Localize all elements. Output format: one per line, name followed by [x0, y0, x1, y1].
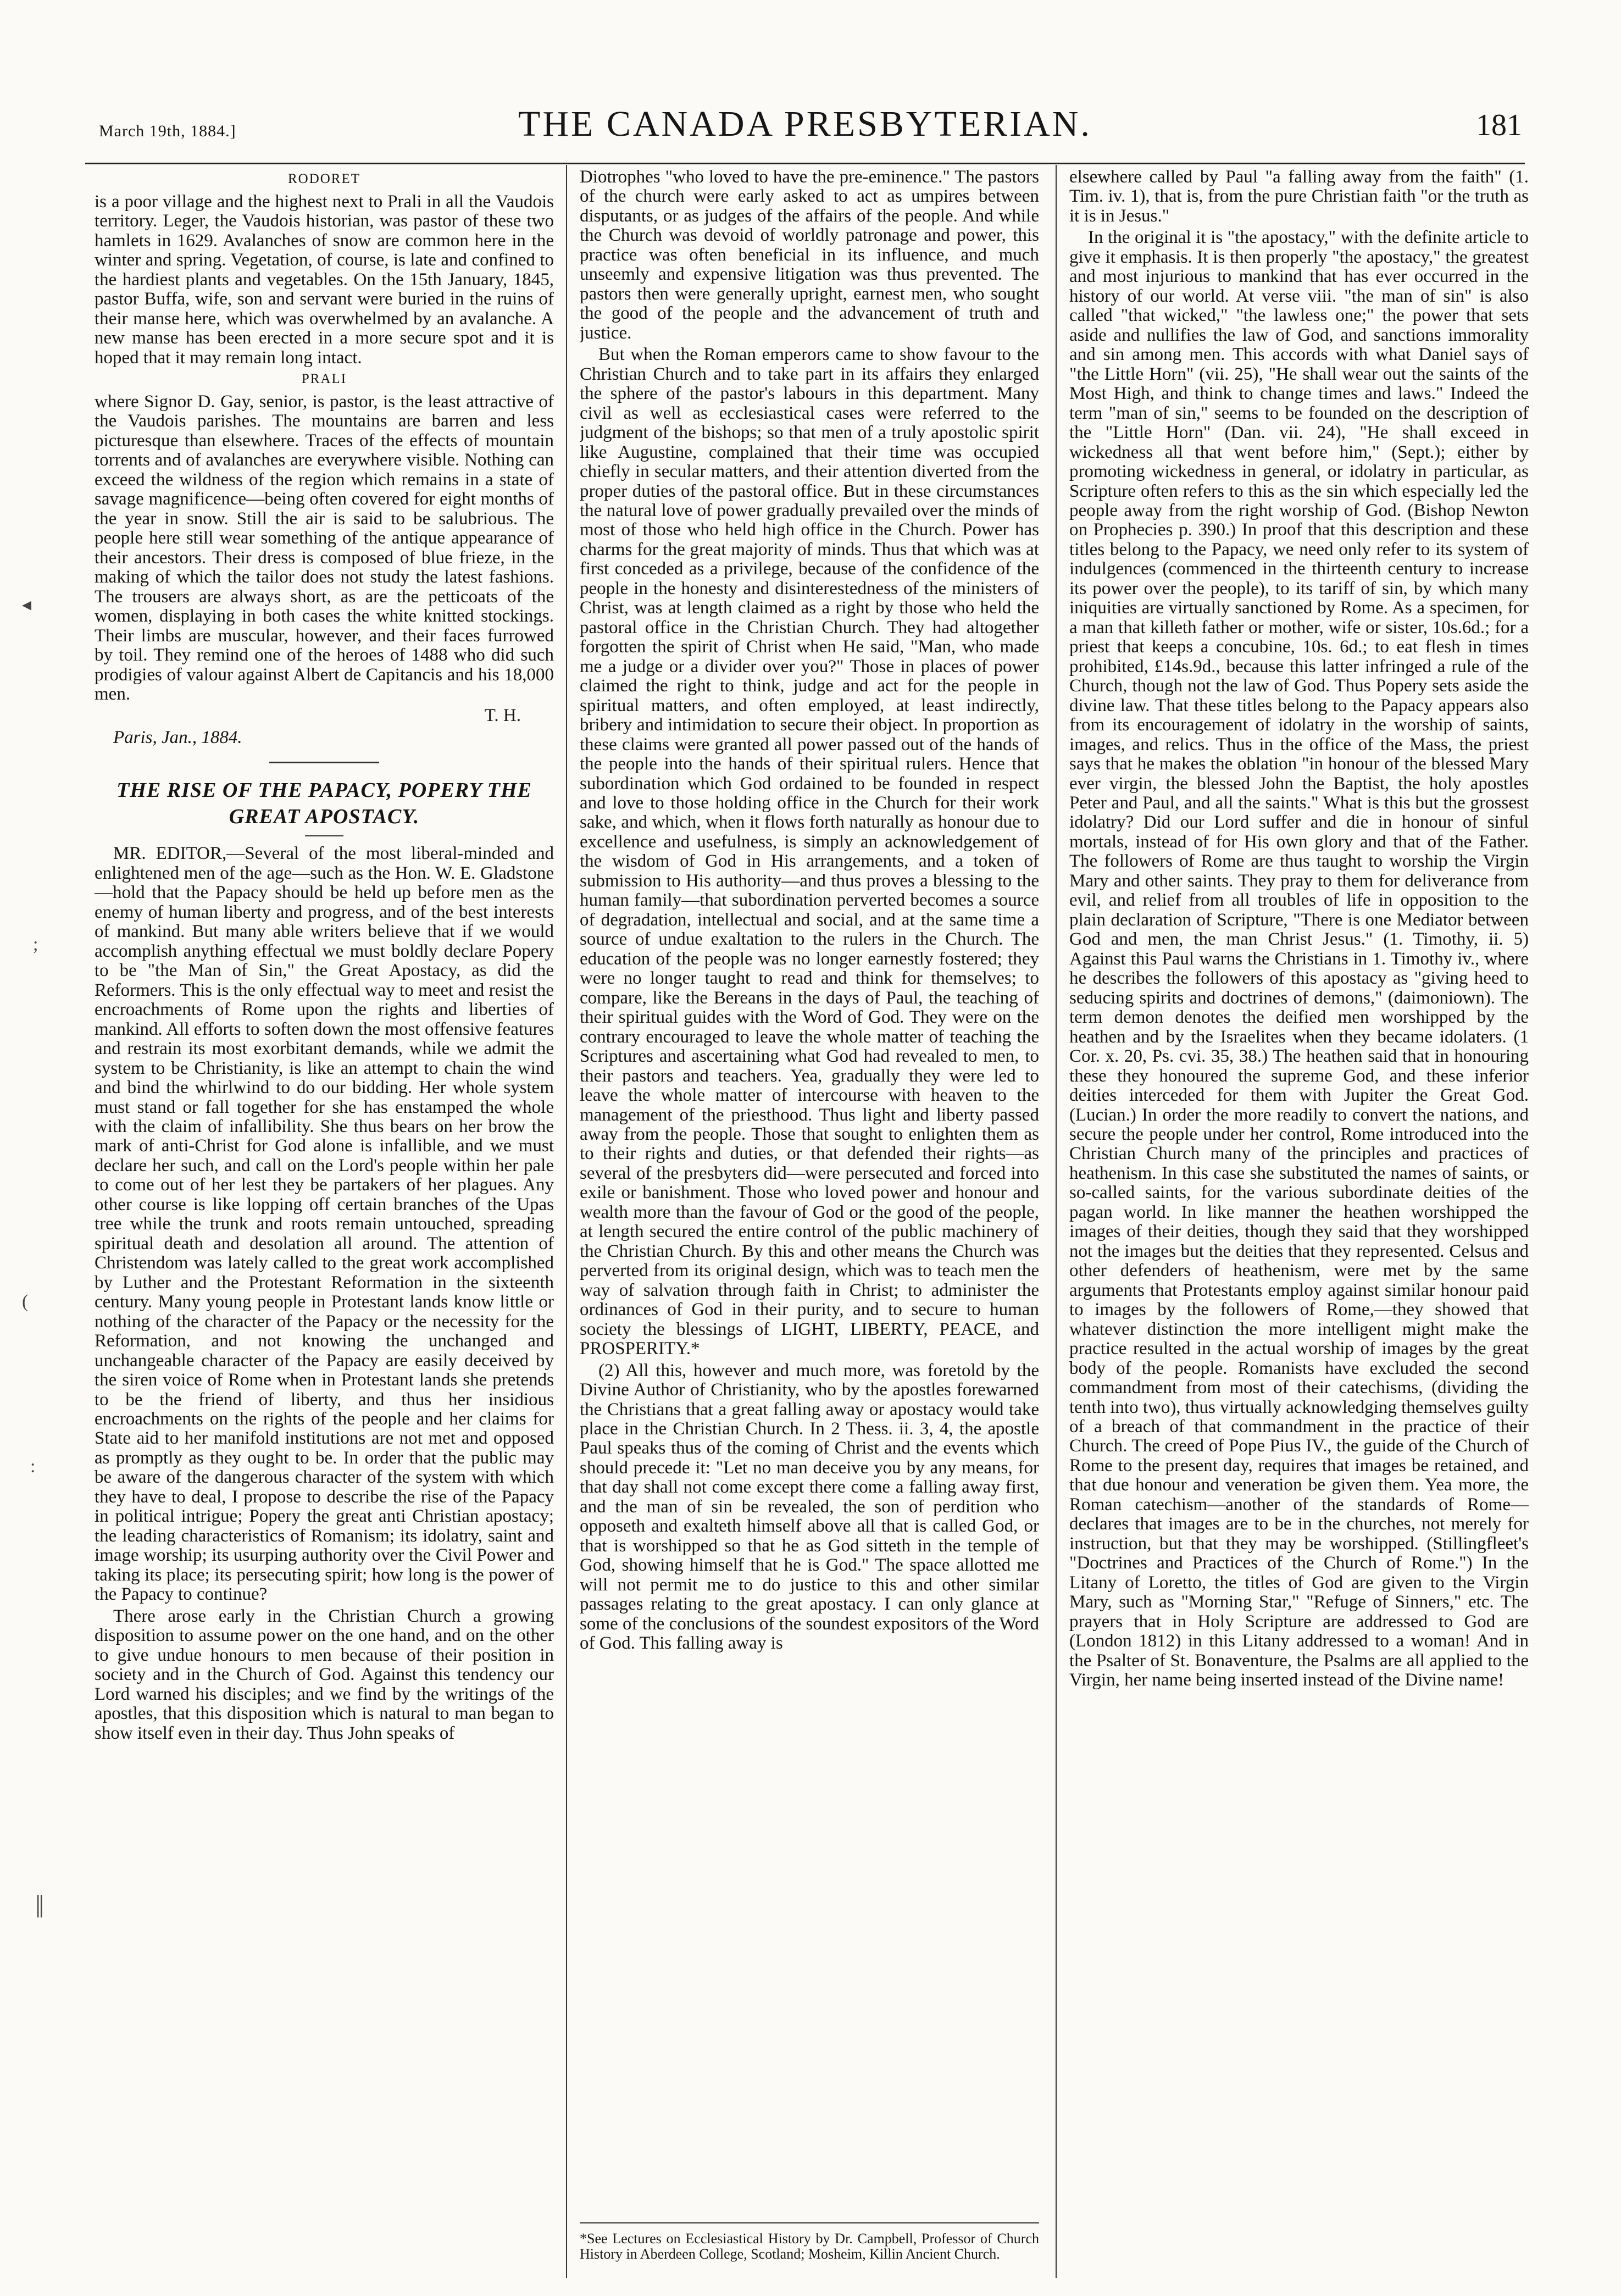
paragraph: where Signor D. Gay, senior, is pastor, is the least attractive of the Vaudois parishes. The mountains are barren and less picturesque than elsewhere. Traces of the effects of mountain torrents and of avalanches are everywhere visible. Nothing can exceed the wildness of the region which remains in a state of savage magnificence—being often covered for eight months of the year in snow. Still the air is said to be salubrious. The people here still wear something of the antique appearance of their ancestors. Their dress is composed of blue frieze, in the making of which the tailor does not study the latest fashions. The trousers are always short, as are the petticoats of the women, displaying in both cases the white knitted stockings. Their limbs are muscular, however, and their faces furrowed by toil. They remind one of the heroes of 1488 who did such prodigies of valour against Albert de Capitancis and his 18,000 men. — [95, 391, 554, 704]
title-rule — [305, 835, 343, 836]
page-header — [82, 99, 1528, 159]
dateline: Paris, Jan., 1884. — [113, 727, 242, 747]
paragraph: Diotrophes "who loved to have the pre-eminence." The pastors of the church were early asked to act as umpires between disputants, or as judges of the affairs of the people. And while the Church was devoid of worldly patronage and power, this practice was often beneficial in its influence, and much unseemly and expensive litigation was thus prevented. The pastors then were generally upright, earnest men, who sought the good of the people and the advancement of truth and justice. — [580, 168, 1039, 343]
author-signature: T. H. — [484, 706, 521, 726]
article-title: THE RISE OF THE PAPACY, POPERY THE GREAT APOSTACY. — [116, 779, 532, 828]
footnote: *See Lectures on Ecclesiastical History by Dr. Campbell, Professor of Church History in Aberdeen College, Scotland; Mosheim, Killin Ancient Church. — [580, 2222, 1039, 2261]
section-rule — [269, 762, 379, 763]
paragraph: In the original it is "the apostacy," with the definite article to give it emphasis. It is then properly "the apostacy," the greatest and most injurious to mankind that has ever occurred in the history of our world. At verse viii. "the man of sin" is also called "that wicked," "the lawless one;" the power that sets aside and nullifies the law of God, and sanctions immorality and sin among men. This accords with what Daniel says of "the Little Horn" (vii. 25), "He shall wear out the saints of the Most High, and think to change times and laws." Indeed the term "man of sin," seems to be founded on the description of the "Little Horn" (Dan. vii. 24), "He shall exceed in wickedness all that went before him," (Sept.); either by promoting wickedness in general, or idolatry in particular, as Scripture often refers to this as the sin which especially led the people away from the right worship of God. (Bishop Newton on Prophecies p. 390.) In proof that this description and these titles belong to the Papacy, we need only refer to its system of indulgences (commenced in the thirteenth century to increase its power over the people), to its tariff of sin, by which many iniquities are virtually sanctioned by Rome. As a specimen, for a man that killeth father or mother, wife or sister, 10s.6d.; for a priest that keeps a concubine, 10s. 6d.; to eat flesh in times prohibited, £14s.9d., because this latter infringed a rule of the Church, though not the law of God. Thus Popery sets aside the divine law. That these titles belong to the Papacy appears also from its encouragement of idolatry in the worship of saints, images, and relics. Thus in the office of the Mass, the priest says that he makes the oblation "in honour of the blessed Mary ever virgin, the blessed John the Baptist, the holy apostles Peter and Paul, and all the saints." What is this but the grossest idolatry? Did our Lord suffer and die in honour of sinful mortals, instead of for His own glory and that of the Father. The followers of Rome are thus taught to worship the Virgin Mary and other saints. They pray to them for deliverance from evil, and relief from all troubles of life in opposition to the plain declaration of Scripture, "There is one Mediator between God and men, the man Christ Jesus." (1. Timothy, ii. 5) Against this Paul warns the Christians in 1. Timothy iv., where he describes the followers of this apostacy as "giving heed to seducing spirits and doctrines of demons," (daimoniown). The term demon denotes the deified men worshipped by the heathen and by the Israelites when they became idolaters. (1 Cor. x. 20, Ps. cvi. 35, 38.) The heathen said that in honouring these they honoured the supreme God, and these inferior deities interceded for them with Jupiter the Great God. (Lucian.) In order the more readily to convert the nations, and secure the people under her control, Rome introduced into the Christian Church many of the principles and practices of heathenism. In this case she substituted the names of saints, or so-called saints, for the various subordinate deities of the pagan world. In like manner the heathen worshipped the images of their deities, though they said that they worshipped not the images but the deities that they represented. Celsus and other defenders of heathenism, were met by the same arguments that Protestants employ against similar honour paid to images by the followers of Rome,—they showed that whatever distinction the more intelligent might make the practice resulted in the actual worship of images by the great body of the people. Romanists have excluded the second commandment from most of their catechisms, (dividing the tenth into two), thus virtually acknowledging themselves guilty of a breach of that commandment in the practice of their Church. The creed of Pope Pius IV., the guide of the Church of Rome to the present day, requires that images be retained, and that due honour and veneration be given them. Yea more, the Roman catechism—another of the standards of Rome—declares that images are to be in the churches, not merely for instruction, but that they may be worshipped. (Stillingfleet's "Doctrines and Practices of the Church of Rome.") In the Litany of Loretto, the titles of God are given to the Virgin Mary, such as "Morning Star," "Refuge of Sinners," etc. The prayers that in Holy Scripture are addressed to God are (London 1812) in this Litany addressed to a woman! And in the Psalter of St. Bonaventure, the Psalms are all applied to the Virgin, her name being inserted instead of the Divine name! — [1069, 228, 1529, 1690]
paragraph: elsewhere called by Paul "a falling away from the faith" (1. Tim. iv. 1), that is, from the pure Christian faith "or the truth as it is in Jesus." — [1069, 168, 1529, 226]
footnote-area — [580, 2162, 1039, 2261]
issue-date: March 19th, 1884.] — [99, 122, 236, 140]
column-1 — [95, 168, 554, 2275]
margin-marks: ◂ ; ( : ║ — [22, 595, 47, 1916]
masthead-title: THE CANADA PRESBYTERIAN. — [518, 104, 1092, 144]
column-2 — [580, 168, 1039, 2275]
section-heading: PRALI — [301, 371, 347, 387]
column-divider — [1056, 165, 1057, 2278]
paragraph: There arose early in the Christian Church a growing disposition to assume power on the one hand, and on the other to give undue honours to men because of their position in society and in the Church of God. Against this tendency our Lord warned his disciples; and we find by the writings of the apostles, that this disposition which is natural to man began to show itself even in their day. Thus John speaks of — [95, 1606, 554, 1743]
paragraph: But when the Roman emperors came to show favour to the Christian Church and to take part in its affairs they enlarged the sphere of the pastor's labours in this department. Many civil as well as ecclesiastical cases were referred to the judgment of the bishops; so that men of a truly apostolic spirit like Augustine, complained that their time was occupied chiefly in secular matters, and their attention diverted from the proper duties of the pastoral office. But in these circumstances the natural love of power gradually prevailed over the minds of most of those who held high office in the Church. Power has charms for the great majority of minds. Thus that which was at first conceded as a privilege, because of the confidence of the people in the honesty and disinterestedness of the ministers of Christ, was at length claimed as a right by those who held the pastoral office in the Christian Church. They had altogether forgotten the spirit of Christ when He said, "Man, who made me a judge or a divider over you?" Those in places of power claimed the right to think, judge and act for the people in spiritual matters, and often employed, at least indirectly, bribery and intimidation to secure their object. In proportion as these claims were granted all power passed out of the hands of the people into the hands of their spiritual rulers. Hence that subordination which God ordained to be founded in respect and love to those holding office in the Church for their work sake, and which, when it flows forth naturally as honour due to excellence and usefulness, is simply an acknowledgement of the wisdom of God in His arrangements, and a token of submission to His authority—and thus proves a blessing to the human family—that subordination perverted becomes a source of degradation, intellectual and social, and at the same time a source of undue exaltation to the rulers in the Church. The education of the people was no longer earnestly fostered; they were no longer taught to read and think for themselves; to compare, like the Bereans in the days of Paul, the teaching of their spiritual guides with the Word of God. They were on the contrary encouraged to leave the whole matter of teaching the Scriptures and ascertaining what God had revealed to men, to their pastors and teachers. Yea, gradually they were led to leave the whole matter of intercourse with heaven to the management of the priesthood. Thus light and liberty passed away from the people. Those that sought to enlighten them as to their rights and duties, or that defended their rights—as several of the presbyters did—were persecuted and forced into exile or banishment. Those who loved power and honour and wealth more than the favour of God or the good of the people, at length secured the entire control of the public machinery of the Christian Church. By this and other means the Church was perverted from its original design, which was to teach men the way of salvation through faith in Christ; to administer the ordinances of God in their purity, and to secure to human society the blessings of LIGHT, LIBERTY, PEACE, and PROSPERITY.* — [580, 345, 1039, 1359]
page-number: 181 — [1476, 108, 1522, 142]
paragraph: MR. EDITOR,—Several of the most liberal-minded and enlightened men of the age—such as the Hon. W. E. Gladstone—hold that the Papacy should be held up before men as the enemy of human liberty and progress, and of the best interests of mankind. But many able writers believe that if we would accomplish anything effectual we must boldly declare Popery to be "the Man of Sin," the Great Apostacy, as did the Reformers. This is the only effectual way to meet and resist the encroachments of Rome upon the rights and liberties of mankind. All efforts to soften down the most offensive features and restrain its most exorbitant demands, while we admit the system to be Christianity, is like an attempt to chain the wind and bind the whirlwind to do our bidding. Her whole system must stand or fall together for she has enstamped the whole with the claim of infallibility. She thus bears on her brow the mark of anti-Christ for God alone is infallible, and we must declare her such, and call on the Lord's people within her pale to come out of her lest they be partakers of her plagues. Any other course is like lopping off certain branches of the Upas tree while the trunk and roots remain untouched, spreading spiritual death and desolation all around. The attention of Christendom was lately called to the great work accomplished by Luther and the Protestant Reformation in the sixteenth century. Many young people in Protestant lands know little or nothing of the character of the Papacy or the necessity for the Reformation, and not knowing the unchanged and unchangeable character of the Papacy are easily deceived by the siren voice of Rome when in Protestant lands she pretends to be the friend of liberty, and thus her insidious encroachments on the rights of the people and her claims for State aid to her manifold institutions are not met and opposed as promptly as they ought to be. In order that the public may be aware of the dangerous character of the system with which they have to deal, I propose to describe the rise of the Papacy in political intrigue; Popery the great anti Christian apostacy; the leading characteristics of Romanism; its idolatry, saint and image worship; its usurping authority over the Civil Power and taking its place; its persecuting spirit; how long is the power of the Papacy to continue? — [95, 844, 554, 1605]
paragraph: is a poor village and the highest next to Prali in all the Vaudois territory. Leger, the Vaudois historian, was pastor of these two hamlets in 1629. Avalanches of snow are common here in the winter and spring. Vegetation, of course, is late and confined to the hardiest plants and vegetables. On the 15th January, 1845, pastor Buffa, wife, son and servant were buried in the ruins of their manse here, which was overwhelmed by an avalanche. A new manse has been erected in a more secure spot and it is hoped that it may remain long intact. — [95, 191, 554, 368]
paragraph: (2) All this, however and much more, was foretold by the Divine Author of Christianity, who by the apostles forewarned the Christians that a great falling away or apostacy would take place in the Christian Church. In 2 Thess. ii. 3, 4, the apostle Paul speaks thus of the coming of Christ and the events which should precede it: "Let no man deceive you by any means, for that day shall not come except there come a falling away first, and the man of sin be revealed, the son of perdition who opposeth and exalteth himself above all that is called God, or that is worshipped so that he as God sitteth in the temple of God, showing himself that he is God." The space allotted me will not permit me to do justice to this and other similar passages relating to the great apostacy. I can only glance at some of the conclusions of the soundest expositors of the Word of God. This falling away is — [580, 1360, 1039, 1654]
section-heading: RODORET — [287, 171, 361, 186]
column-3 — [1069, 168, 1529, 2275]
column-divider — [566, 165, 567, 2278]
header-rule — [85, 163, 1525, 164]
